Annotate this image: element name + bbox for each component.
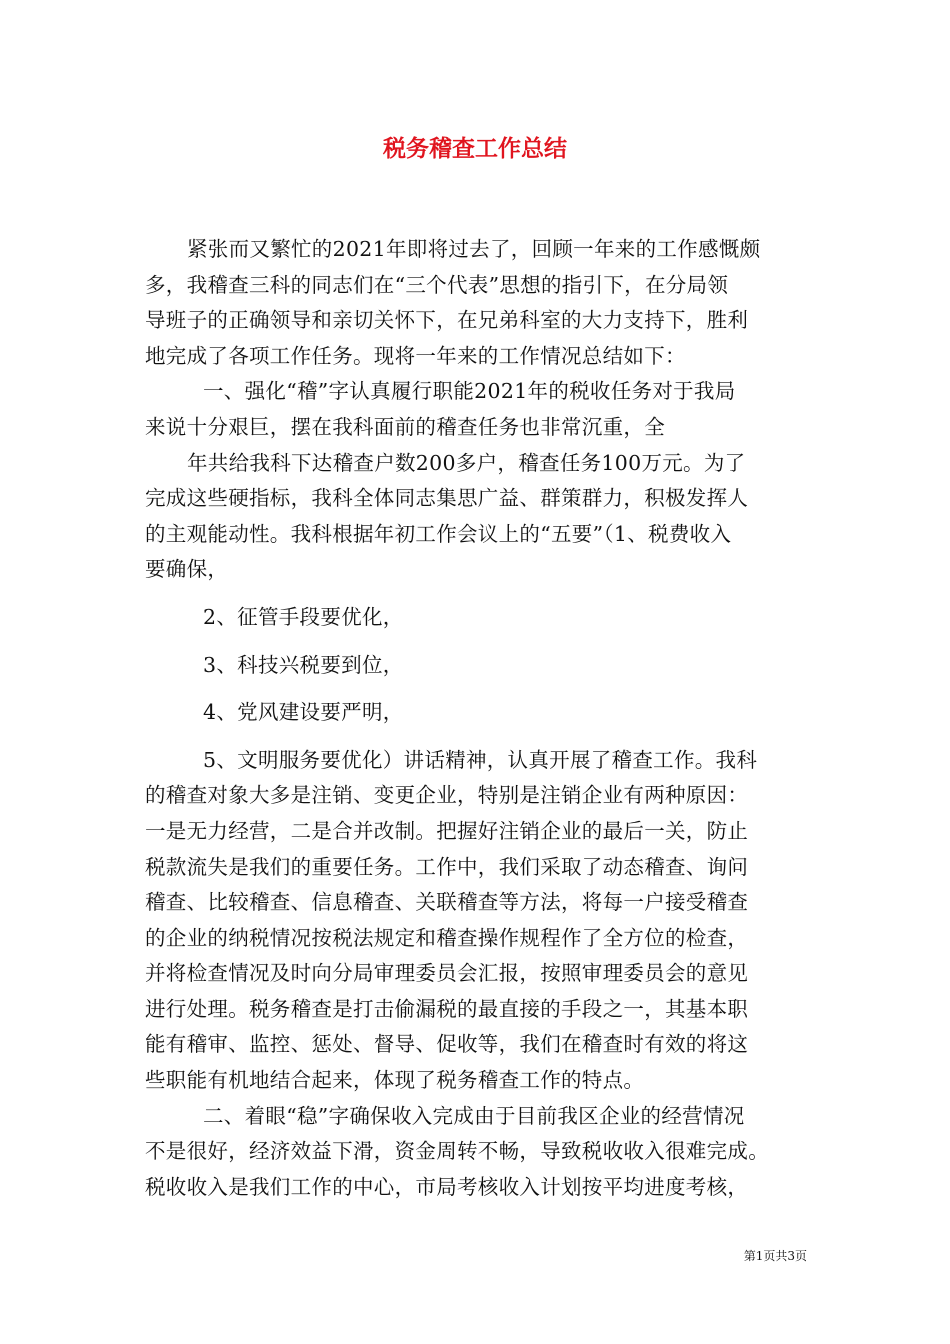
document-body bbox=[145, 232, 825, 1205]
body-line: 4、党风建设要严明， bbox=[203, 700, 404, 725]
page-number: 第1页共3页 bbox=[743, 1249, 807, 1263]
body-line: 一、强化“稽”字认真履行职能2021年的税收任务对于我局 bbox=[203, 379, 736, 404]
body-line: 一是无力经营，二是合并改制。把握好注销企业的最后一关，防止 bbox=[145, 818, 749, 843]
body-line: 完成这些硬指标，我科全体同志集思广益、群策群力，积极发挥人 bbox=[145, 486, 749, 511]
body-line: 的稽查对象大多是注销、变更企业，特别是注销企业有两种原因： bbox=[145, 783, 749, 808]
body-line: 的主观能动性。我科根据年初工作会议上的“五要”（1、税费收入 bbox=[145, 521, 732, 546]
body-line: 并将检查情况及时向分局审理委员会汇报，按照审理委员会的意见 bbox=[145, 961, 749, 986]
document-title: 税务稽查工作总结 bbox=[383, 135, 567, 162]
body-line: 稽查、比较稽查、信息稽查、关联稽查等方法，将每一户接受稽查 bbox=[145, 890, 749, 915]
body-line: 3、科技兴税要到位， bbox=[203, 652, 404, 677]
body-line: 不是很好，经济效益下滑，资金周转不畅，导致税收收入很难完成。 bbox=[145, 1139, 769, 1164]
body-line: 二、着眼“稳”字确保收入完成由于目前我区企业的经营情况 bbox=[203, 1103, 745, 1128]
body-line: 年共给我科下达稽查户数200多户，稽查任务100万元。为了 bbox=[187, 450, 746, 475]
body-line: 能有稽审、监控、惩处、督导、促收等，我们在稽查时有效的将这 bbox=[145, 1032, 749, 1057]
body-line: 地完成了各项工作任务。现将一年来的工作情况总结如下： bbox=[145, 343, 686, 368]
body-line: 税收收入是我们工作的中心，市局考核收入计划按平均进度考核， bbox=[145, 1174, 749, 1199]
body-line: 进行处理。税务稽查是打击偷漏税的最直接的手段之一，其基本职 bbox=[145, 996, 749, 1021]
body-line: 多，我稽查三科的同志们在“三个代表”思想的指引下，在分局领 bbox=[145, 272, 729, 297]
body-line: 导班子的正确领导和亲切关怀下，在兄弟科室的大力支持下，胜利 bbox=[145, 308, 749, 333]
body-line: 的企业的纳税情况按税法规定和稽查操作规程作了全方位的检查， bbox=[145, 925, 749, 950]
body-line: 5、文明服务要优化）讲话精神，认真开展了稽查工作。我科 bbox=[203, 747, 758, 772]
body-line: 紧张而又繁忙的2021年即将过去了，回顾一年来的工作感慨颇 bbox=[187, 237, 761, 261]
body-line: 税款流失是我们的重要任务。工作中，我们采取了动态稽查、询问 bbox=[145, 854, 749, 879]
body-line: 来说十分艰巨，摆在我科面前的稽查任务也非常沉重，全 bbox=[145, 414, 665, 439]
body-line: 2、征管手段要优化， bbox=[203, 604, 404, 629]
body-line: 要确保， bbox=[145, 557, 229, 582]
body-line: 些职能有机地结合起来，体现了税务稽查工作的特点。 bbox=[145, 1068, 645, 1093]
